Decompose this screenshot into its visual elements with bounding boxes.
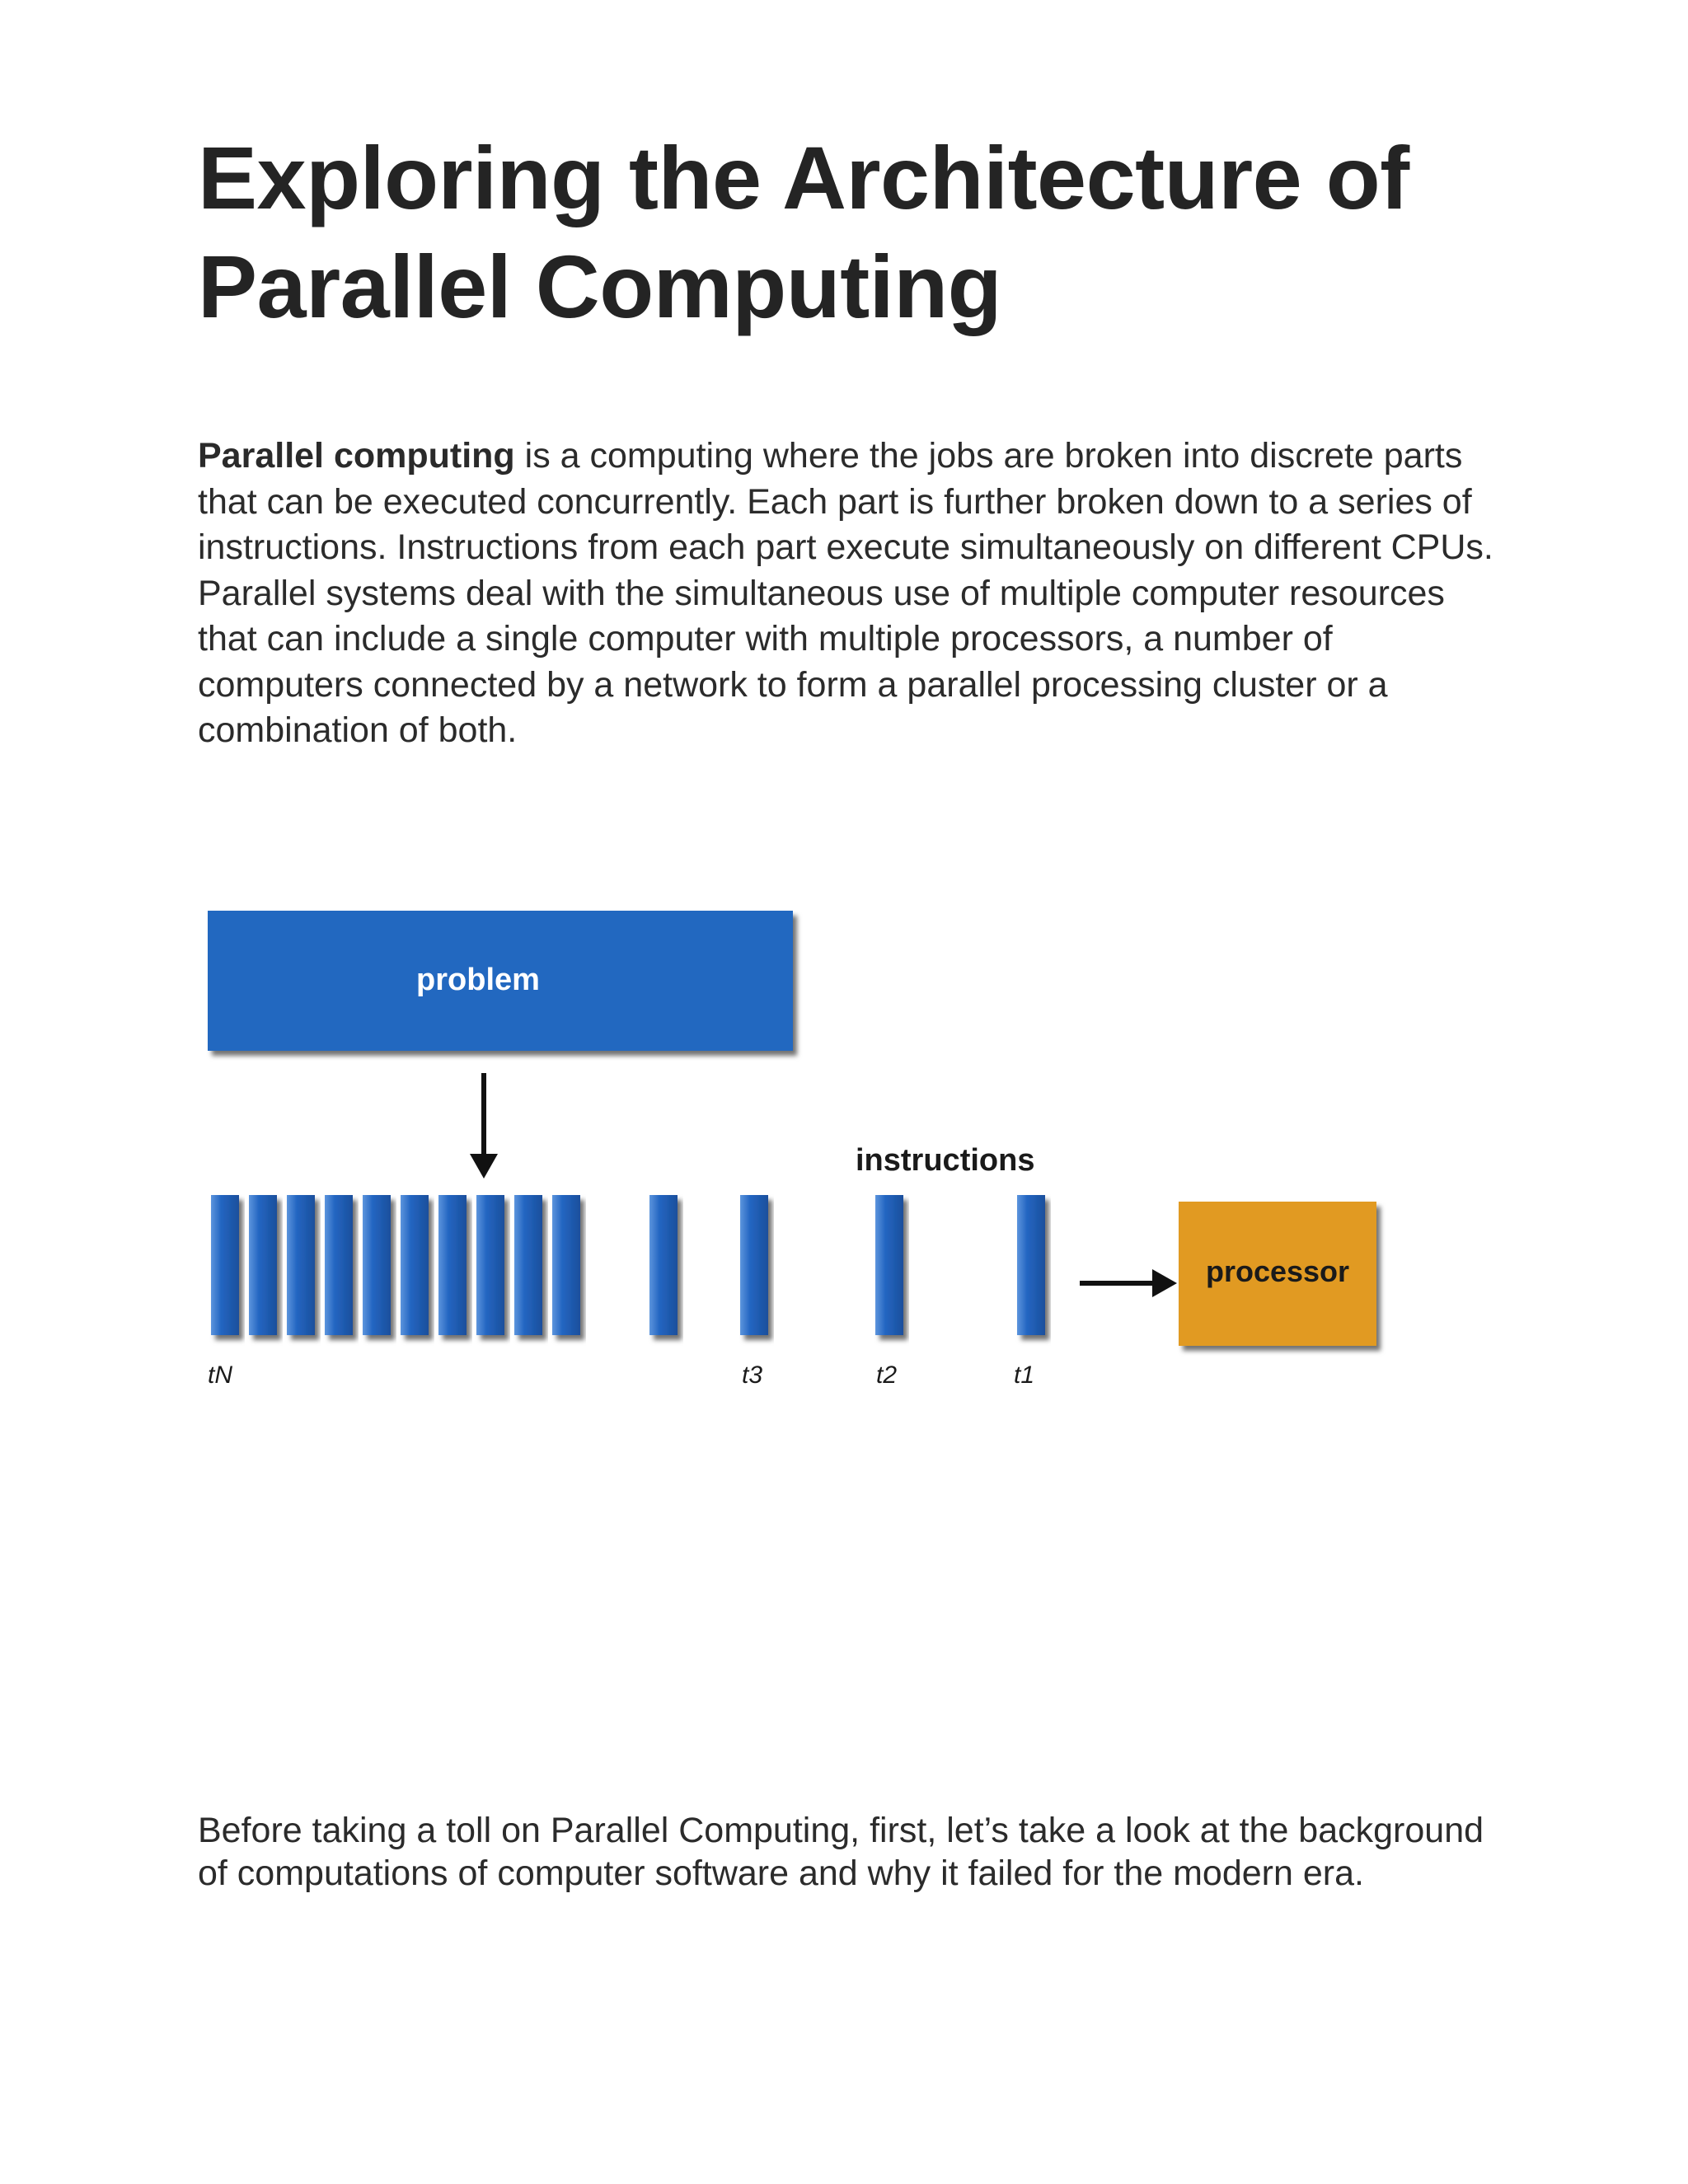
instruction-bar — [476, 1195, 504, 1335]
closing-paragraph: Before taking a toll on Parallel Computing, first, let’s take a look at the background of computations of computer software and why it failed for the modern era. — [198, 1811, 1484, 1893]
processor-box — [1179, 1202, 1376, 1346]
instruction-bar — [363, 1195, 391, 1335]
serial-computing-diagram — [198, 898, 1451, 1426]
intro-paragraph — [198, 434, 1500, 754]
instruction-bar-t2 — [875, 1195, 903, 1335]
diagram-svg — [198, 898, 1451, 1426]
processor-label: processor — [1205, 1254, 1350, 1288]
page-title: Exploring the Architecture of Parallel Computing — [198, 128, 1409, 336]
intro-term: Parallel computing — [198, 436, 515, 476]
instruction-bar — [552, 1195, 580, 1335]
time-label-tn: tN — [208, 1361, 232, 1389]
instruction-bar — [438, 1195, 467, 1335]
instruction-bars — [211, 1195, 1045, 1335]
down-arrow-icon — [470, 1073, 498, 1179]
instruction-bar — [249, 1195, 277, 1335]
instruction-bar — [401, 1195, 429, 1335]
instruction-bar-t1 — [1017, 1195, 1045, 1335]
time-label-t1: t1 — [1014, 1361, 1035, 1389]
instruction-bar — [211, 1195, 239, 1335]
instructions-label: instructions — [856, 1143, 1035, 1178]
instruction-bar — [514, 1195, 542, 1335]
problem-box — [208, 911, 793, 1051]
time-label-t3: t3 — [742, 1361, 763, 1389]
instruction-bar — [649, 1195, 678, 1335]
problem-label: problem — [416, 963, 540, 997]
time-label-t2: t2 — [876, 1361, 898, 1389]
instruction-bar-t3 — [740, 1195, 768, 1335]
right-arrow-icon — [1080, 1269, 1177, 1297]
intro-text: is a computing where the jobs are broken into discrete parts that can be executed concurrently. Each part is further broken down to a series of instructions. Instructions from each part execute simultaneously on different CPUs. Parallel systems deal with the simultaneous use of multiple computer resources that can include a single computer with multiple processors, a number of computers connected by a network to form a parallel processing cluster or a combination of both. — [198, 436, 1493, 750]
instruction-bar — [325, 1195, 353, 1335]
instruction-bar — [287, 1195, 315, 1335]
